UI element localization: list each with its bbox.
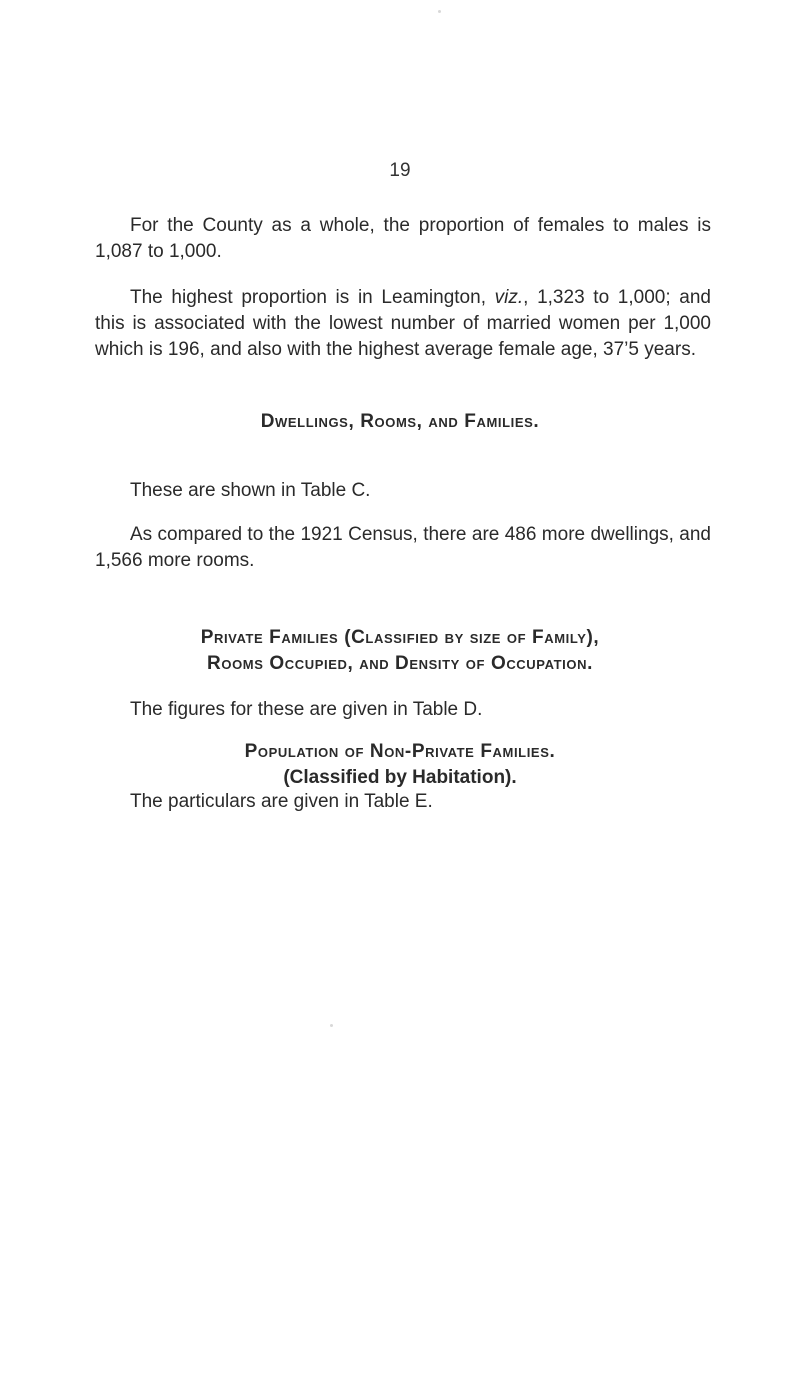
paragraph-highest-proportion-start: The highest proportion is in Leamington, <box>130 287 495 308</box>
paragraph-table-d: The figures for these are given in Table D. <box>130 699 483 720</box>
viz-abbreviation: viz. <box>494 287 524 308</box>
heading-population-non-private-line1: Population of Non-Private Families. <box>244 741 556 762</box>
paper-speck <box>330 1024 333 1027</box>
paragraph-census-comparison: As compared to the 1921 Census, there are 486 more dwellings, and 1,566 more rooms. <box>95 524 711 571</box>
paragraph-highest-proportion <box>95 285 711 363</box>
heading-population-non-private-line2: (Classified by Habitation). <box>283 767 517 788</box>
heading-dwellings-rooms-families: Dwellings, Rooms, and Families. <box>260 411 540 432</box>
page-number: 19 <box>389 160 411 181</box>
paragraph-table-e: The particulars are given in Table E. <box>130 791 433 812</box>
paragraph-highest-proportion-end: , 1,323 to 1,000; and this is associated with the lowest number of married women per 1,000 which is 196, and also with the highest average female age, 37’5 years. <box>95 287 711 360</box>
heading-private-families-line2: Rooms Occupied, and Density of Occupation. <box>207 653 593 674</box>
paragraph-table-c: These are shown in Table C. <box>130 480 371 501</box>
paper-speck <box>438 10 441 13</box>
heading-private-families-line1: Private Families (Classified by size of Family), <box>200 627 600 648</box>
paragraph-female-male-proportion: For the County as a whole, the proportion of females to males is 1,087 to 1,000. <box>95 215 711 262</box>
